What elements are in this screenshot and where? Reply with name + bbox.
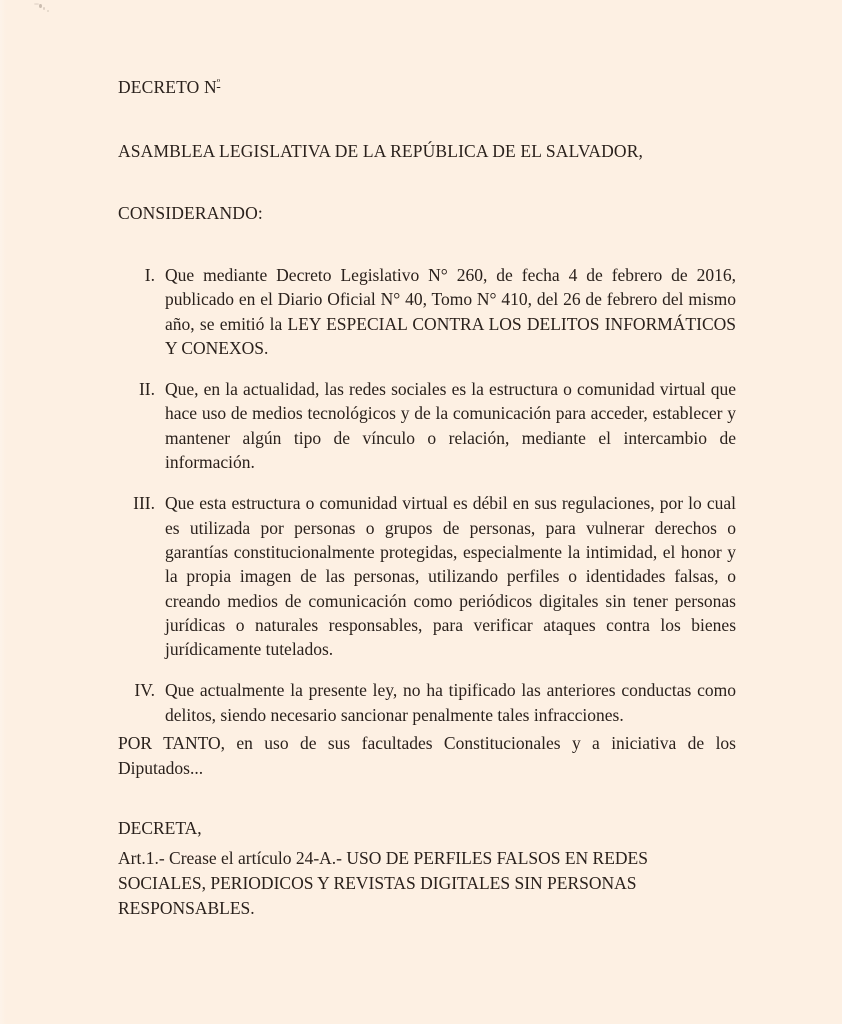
page-edge-artifact [0, 0, 6, 1024]
clause-item [118, 678, 736, 727]
articulo-1-paragraph: Art.1.- Crease el artículo 24-A.- USO DE PERFILES FALSOS EN REDES SOCIALES, PERIODICOS Y REVISTAS DIGITALES SIN PERSONAS RESPONSABLES. [118, 848, 648, 918]
decreto-number-heading [118, 77, 220, 99]
considerandos-list [118, 263, 736, 744]
por-tanto-paragraph: POR TANTO, en uso de sus facultades Constitucionales y a iniciativa de los Diputados... [118, 733, 736, 778]
ordinal-indicator: º [216, 77, 221, 90]
clause-item [118, 491, 736, 661]
scan-speck-artifact [33, 3, 55, 14]
clause-text: Que, en la actualidad, las redes sociales es la estructura o comunidad virtual que hace uso de medios tecnológicos y de la comunicación para acceder, establecer y mantener algún tipo de vínculo o relación, mediante el intercambio de información. [165, 379, 736, 473]
clause-numeral: I. [144, 265, 155, 285]
clause-text: Que mediante Decreto Legislativo N° 260, de fecha 4 de febrero de 2016, publicado en el Diario Oficial N° 40, Tomo N° 410, del 26 de febrero del mismo año, se emitió la LEY ESPECIAL CONTRA LOS DELITOS INFORMÁTICOS Y CONEXOS. [165, 265, 736, 358]
clause-item [118, 377, 736, 474]
decreta-label: DECRETA, [118, 818, 202, 838]
assembly-heading: ASAMBLEA LEGISLATIVA DE LA REPÚBLICA DE EL SALVADOR, [118, 141, 644, 161]
clause-item [118, 263, 736, 360]
clause-numeral: II. [138, 379, 155, 400]
clause-text: Que actualmente la presente ley, no ha tipificado las anteriores conductas como delitos, siendo necesario sancionar penalmente tales infracciones. [165, 680, 736, 725]
considerando-heading: CONSIDERANDO: [118, 203, 263, 223]
clause-numeral: IV. [134, 680, 155, 701]
decreto-heading-label: DECRETO N [118, 77, 217, 97]
clause-text: Que esta estructura o comunidad virtual es débil en sus regulaciones, por lo cual es utilizada por personas o grupos de personas, para vulnerar derechos o garantías constitucionalmente protegidas, especialmente la intimidad, el honor y la propia imagen de las personas, utilizando perfiles o identidades falsas, o creando medios de comunicación como periódicos digitales sin tener personas jurídicas o naturales responsables, para verificar ataques contra los bienes jurídicamente tutelados. [165, 493, 736, 660]
clause-numeral: III. [133, 493, 155, 514]
document-text-column [118, 0, 736, 1024]
